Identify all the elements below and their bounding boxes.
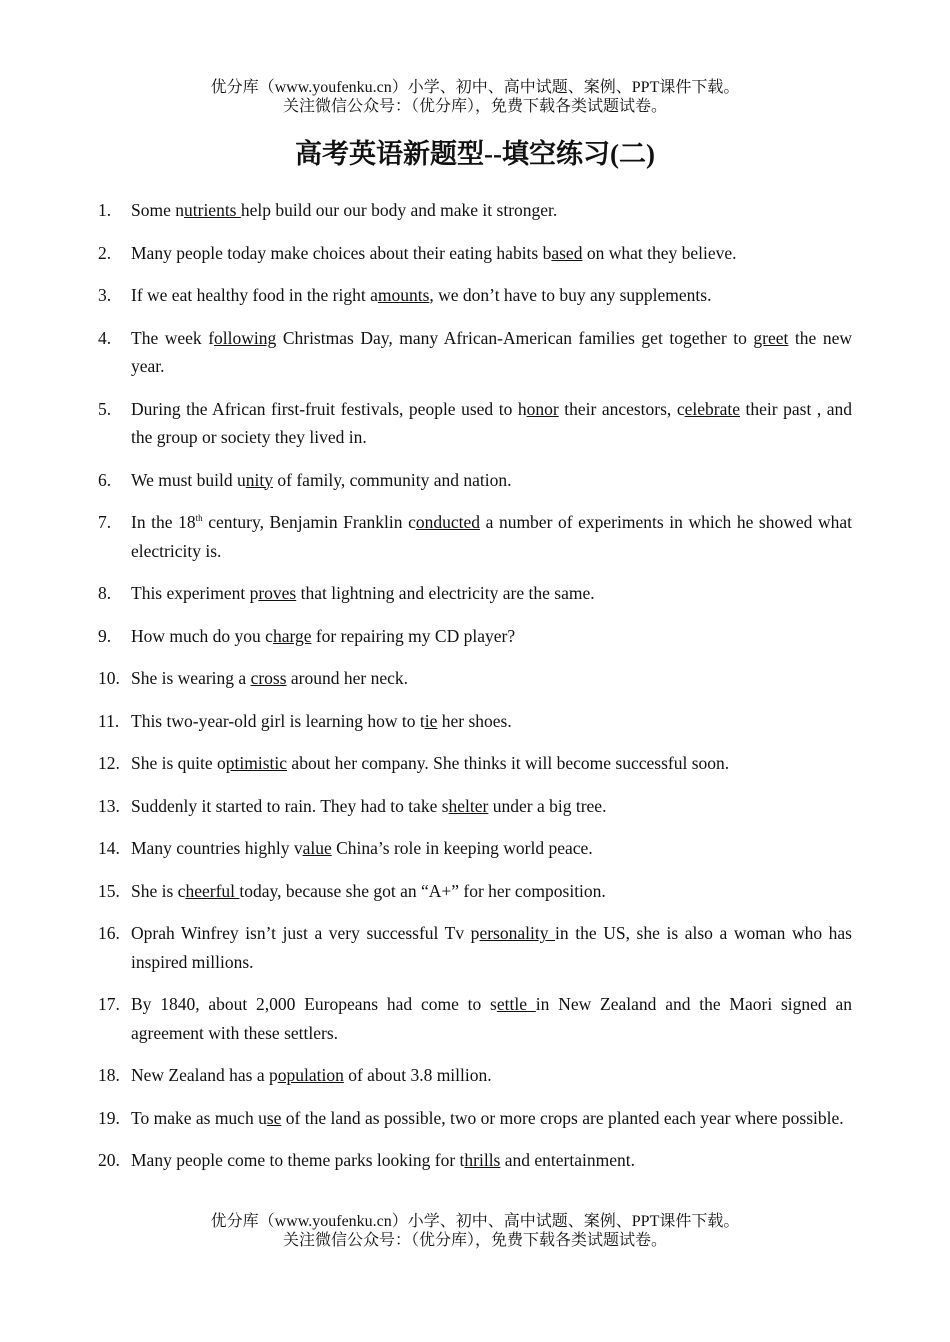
exercise-number: 15. [98,880,120,901]
exercise-sentence [131,834,852,863]
sentence-text: How much do you c [131,625,273,646]
exercise-number: 12. [98,753,120,773]
sentence-text: If we eat healthy food in the right a [131,285,378,305]
sentence-text: of about 3.8 million. [343,1065,492,1085]
superscript-suffix: th [195,513,203,524]
exercise-sentence [131,792,852,821]
sentence-text: of the land as possible, two or more crops are planted each year where possible. [281,1107,844,1128]
sentence-text: She is c [131,880,186,901]
sentence-text: her shoes. [437,710,512,731]
exercise-sentence [131,622,852,651]
exercise-sentence [131,579,852,608]
exercise-sentence [131,664,852,693]
exercise-sentence [131,466,852,495]
answer-underlined: ersonality [479,923,556,943]
exercise-item [98,622,852,651]
exercise-number: 10. [98,668,120,688]
exercise-item [98,281,852,310]
answer-underlined: hrills [464,1150,501,1170]
answer-underlined: alue [302,838,332,858]
sentence-text: We must build u [131,469,246,490]
exercise-number: 14. [98,838,120,858]
sentence-text: their ancestors, c [558,398,685,419]
page-title: 高考英语新题型--填空练习(二) [295,139,655,169]
sentence-text: During the African first-fruit festivals, people used to h [131,398,527,419]
exercise-number: 1. [98,200,112,220]
exercise-item [98,990,852,1047]
answer-underlined: ettle [496,994,536,1014]
sentence-text: She is wearing a [131,668,251,688]
answer-underlined: cross [250,668,287,688]
exercise-sentence [131,1061,852,1090]
exercise-item [98,834,852,863]
exercise-sentence [131,990,852,1047]
sentence-text: on what they believe. [582,242,737,263]
sentence-text: By 1840, about 2,000 Europeans had come to s [131,994,497,1014]
sentence-text: The week f [131,327,215,348]
answer-underlined: ased [551,242,583,263]
exercise-sentence [131,395,852,452]
exercise-number: 16. [98,923,120,943]
exercise-sentence [131,1104,852,1133]
sentence-text: China’s role in keeping world peace. [331,838,593,858]
answer-underlined: utrients [184,200,241,220]
sentence-text: In the 18 [131,512,196,532]
sentence-text: help build our our body and make it stronger. [240,200,558,220]
exercise-number: 18. [98,1065,120,1085]
sentence-text: Many people today make choices about their eating habits b [131,242,552,263]
sentence-text: Oprah Winfrey isn’t just a very successful Tv p [131,923,480,943]
exercise-sentence [131,324,852,381]
sentence-text: a number of experiments in which he showed what electricity is. [131,512,852,561]
sentence-text: Some n [131,200,184,220]
answer-underlined: ie [424,710,438,731]
answer-underlined: ptimistic [225,753,288,773]
sentence-text: This experiment p [131,583,259,603]
answer-underlined: onor [526,398,559,419]
sentence-text: today, because she got an “A+” for her composition. [239,880,606,901]
exercise-number: 3. [98,285,112,305]
exercise-number: 8. [98,583,112,603]
exercise-sentence [131,707,852,736]
sentence-text: in the US, she is also a woman who has inspired millions. [131,923,852,972]
exercise-sentence [131,239,852,268]
sentence-text: To make as much u [131,1107,267,1128]
exercise-item [98,395,852,452]
exercise-item [98,508,852,565]
exercise-sentence [131,508,852,565]
answer-underlined: greet [753,327,789,348]
answer-underlined: harge [272,625,312,646]
exercise-item [98,749,852,778]
sentence-text: Many people come to theme parks looking for t [131,1150,465,1170]
answer-underlined: roves [258,583,297,603]
exercise-item [98,664,852,693]
sentence-text: This two-year-old girl is learning how to t [131,710,425,731]
exercise-number: 9. [98,625,112,646]
exercise-item [98,579,852,608]
exercise-number: 6. [98,469,112,490]
exercise-number: 17. [98,994,120,1014]
exercise-number: 11. [98,710,120,731]
exercise-item [98,792,852,821]
exercise-number: 7. [98,512,112,532]
sentence-text: , we don’t have to buy any supplements. [429,285,712,305]
exercise-item [98,196,852,225]
exercise-number: 5. [98,398,112,419]
sentence-text: their past , and the group or society they lived in. [131,398,853,447]
exercise-list [98,196,852,1189]
exercise-number: 4. [98,327,112,348]
sentence-text: New Zealand has a p [131,1065,278,1085]
exercise-sentence [131,281,852,310]
header-line-1: 优分库（www.youfenku.cn）小学、初中、高中试题、案例、PPT课件下载。 [210,79,740,96]
exercise-number: 19. [98,1107,120,1128]
exercise-sentence [131,196,852,225]
exercise-number: 13. [98,795,120,816]
sentence-text: under a big tree. [488,795,607,816]
sentence-text: She is quite o [131,753,226,773]
exercise-item [98,466,852,495]
exercise-item [98,324,852,381]
sentence-text: around her neck. [286,668,409,688]
exercise-item [98,1146,852,1175]
answer-underlined: heerful [185,880,240,901]
exercise-sentence [131,877,852,906]
answer-underlined: se [266,1107,282,1128]
header-line-2: 关注微信公众号：（优分库），免费下载各类试题试卷。 [282,98,667,115]
exercise-sentence [131,919,852,976]
sentence-text: Suddenly it started to rain. They had to take s [131,795,449,816]
exercise-item [98,877,852,906]
page-footer [0,1212,950,1250]
sentence-text: the new year. [131,327,852,376]
answer-underlined: elebrate [684,398,740,419]
exercise-item [98,1061,852,1090]
sentence-text: Many countries highly v [131,838,303,858]
page-header [0,78,950,116]
sentence-text: and entertainment. [500,1150,635,1170]
exercise-item [98,707,852,736]
answer-underlined: opulation [277,1065,344,1085]
exercise-number: 20. [98,1150,120,1170]
footer-line-2: 关注微信公众号：（优分库），免费下载各类试题试卷。 [282,1232,667,1249]
answer-underlined: mounts [377,285,430,305]
answer-underlined: nity [245,469,274,490]
exercise-sentence [131,749,852,778]
answer-underlined: ollowing [214,327,277,348]
sentence-text: about her company. She thinks it will become successful soon. [287,753,730,773]
footer-line-1: 优分库（www.youfenku.cn）小学、初中、高中试题、案例、PPT课件下载。 [210,1213,740,1230]
sentence-text: of family, community and nation. [273,469,512,490]
exercise-item [98,239,852,268]
exercise-number: 2. [98,242,112,263]
answer-underlined: onducted [415,512,480,532]
exercise-item [98,1104,852,1133]
sentence-text: in New Zealand and the Maori signed an agreement with these settlers. [131,994,852,1043]
exercise-item [98,919,852,976]
sentence-text: for repairing my CD player? [311,625,516,646]
sentence-text: Christmas Day, many African-American families get together to [276,327,754,348]
exercise-sentence [131,1146,852,1175]
answer-underlined: helter [448,795,489,816]
sentence-text: century, Benjamin Franklin c [202,512,416,532]
sentence-text: that lightning and electricity are the same. [296,583,595,603]
